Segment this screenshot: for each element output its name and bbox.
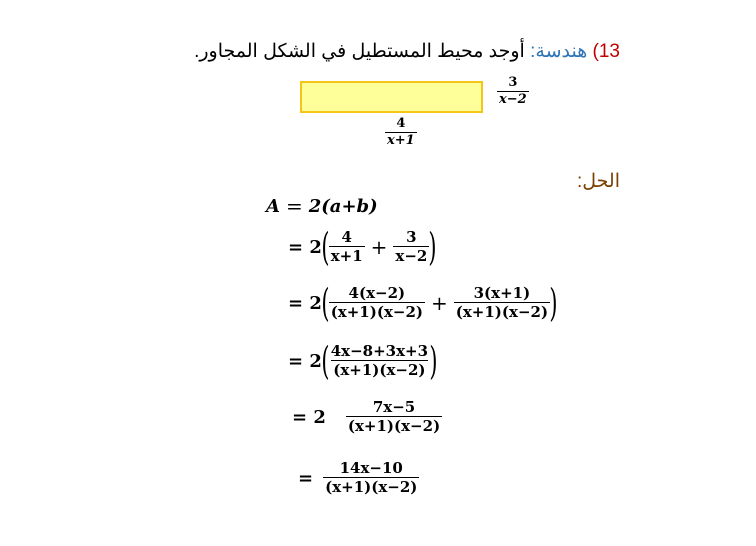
step-lhs: A — [266, 195, 280, 217]
step-rhs: 2(a+b) — [308, 195, 378, 217]
width-denominator: x−2 — [499, 91, 527, 107]
step-numerator: 3(x+1) — [473, 283, 531, 302]
step-denominator: (x+1)(x−2) — [333, 361, 426, 379]
solution-step-6 — [298, 460, 419, 497]
problem-number: 13) — [592, 41, 620, 62]
problem-text: أوجد محيط المستطيل في الشكل المجاور. — [194, 41, 525, 62]
step-equals: = — [285, 194, 303, 218]
solution-title: الحل: — [576, 171, 620, 192]
solution-step-1 — [266, 194, 378, 218]
step-denominator: (x+1)(x−2) — [455, 303, 549, 321]
problem-header — [194, 40, 620, 63]
step-prefix: = — [298, 467, 314, 489]
solution-step-3: = 2 ( $\frac{4(x-2)}{(x+1)(x-2)}$ + $\frac{3(x+1)}{(x+1)(x-2)}$ ) — [288, 281, 558, 325]
length-label — [385, 117, 417, 149]
step-numerator: 4(x−2) — [348, 283, 406, 302]
step-numerator: 4x−8+3x+3 — [330, 341, 429, 360]
step-numerator: 3 — [406, 227, 417, 246]
step-prefix: = 2 — [288, 292, 322, 314]
width-numerator: 3 — [508, 75, 518, 90]
step-plus: + — [370, 235, 388, 259]
step-denominator: (x+1)(x−2) — [325, 478, 418, 497]
step-prefix: = 2 — [288, 350, 322, 372]
step-numerator: 14x−10 — [339, 459, 403, 477]
rectangle-figure — [300, 81, 483, 113]
step-numerator: 7x−5 — [372, 398, 416, 416]
step-denominator: (x+1)(x−2) — [347, 417, 441, 436]
solution-step-2: = 2 ( $\frac{4}{x+1}$ + $\frac{3}{x-2}$ ) — [288, 225, 437, 269]
width-label — [497, 76, 529, 108]
step-plus: + — [431, 291, 448, 315]
length-denominator: x+1 — [387, 132, 415, 148]
solution-step-5 — [292, 399, 442, 436]
length-numerator: 4 — [396, 116, 406, 131]
solution-step-4: = 2 ( $\frac{4x-8+3x+3}{(x+1)(x-2)}$ ) — [288, 339, 438, 383]
step-denominator: x−2 — [395, 247, 428, 265]
step-prefix: = 2 — [288, 236, 322, 258]
step-prefix: = 2 — [292, 406, 326, 428]
problem-label: هندسة: — [530, 41, 588, 62]
step-denominator: x+1 — [330, 247, 363, 265]
step-numerator: 4 — [341, 227, 352, 246]
step-denominator: (x+1)(x−2) — [330, 303, 423, 321]
